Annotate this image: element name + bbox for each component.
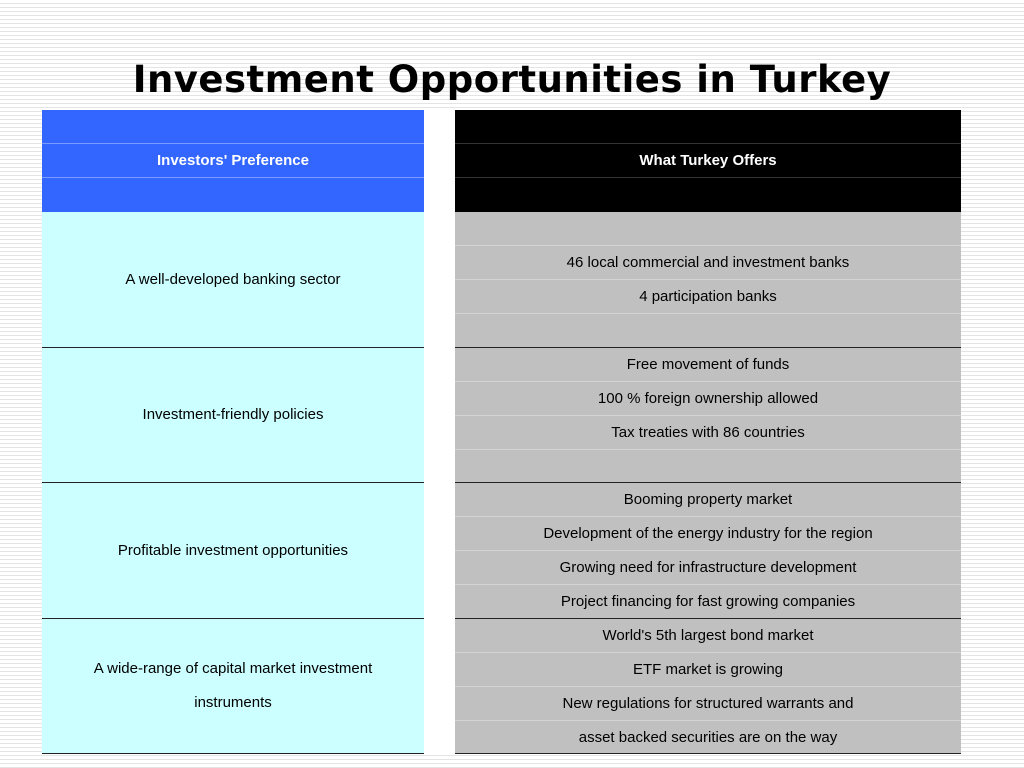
offers-header: [455, 110, 961, 212]
preferences-header-label: Investors' Preference: [157, 152, 309, 169]
preference-cell: A wide-range of capital market investment instruments: [42, 619, 424, 754]
offer-item: [455, 450, 961, 484]
offer-item: [455, 212, 961, 246]
column-gap: [424, 110, 455, 752]
offer-item: World's 5th largest bond market: [455, 619, 961, 653]
offer-item: [455, 314, 961, 348]
preference-cell: A well-developed banking sector: [42, 212, 424, 348]
offer-item: 46 local commercial and investment banks: [455, 246, 961, 280]
offer-item: New regulations for structured warrants and: [455, 687, 961, 721]
preferences-header: [42, 110, 424, 212]
offer-item: asset backed securities are on the way: [578, 729, 838, 746]
offers-group-opportunities: [455, 483, 961, 619]
offers-group-policies: [455, 348, 961, 483]
preference-cell: Investment-friendly policies: [42, 348, 424, 483]
offers-group-capital-market: [455, 619, 961, 754]
offer-item: Development of the energy industry for the region: [455, 517, 961, 551]
offer-item: Growing need for infrastructure development: [455, 551, 961, 585]
offers-column: [455, 110, 961, 754]
preferences-column: [42, 110, 424, 754]
offer-item: 100 % foreign ownership allowed: [455, 382, 961, 416]
offer-item: Tax treaties with 86 countries: [455, 416, 961, 450]
offer-item: Project financing for fast growing companies: [560, 593, 856, 610]
offer-item: 4 participation banks: [455, 280, 961, 314]
offers-group-banking: [455, 212, 961, 348]
slide-title: Investment Opportunities in Turkey: [132, 58, 892, 101]
offer-item: ETF market is growing: [455, 653, 961, 687]
offer-item: Free movement of funds: [455, 348, 961, 382]
preference-cell: Profitable investment opportunities: [42, 483, 424, 619]
offers-header-label: What Turkey Offers: [639, 152, 777, 169]
offer-item: Booming property market: [455, 483, 961, 517]
